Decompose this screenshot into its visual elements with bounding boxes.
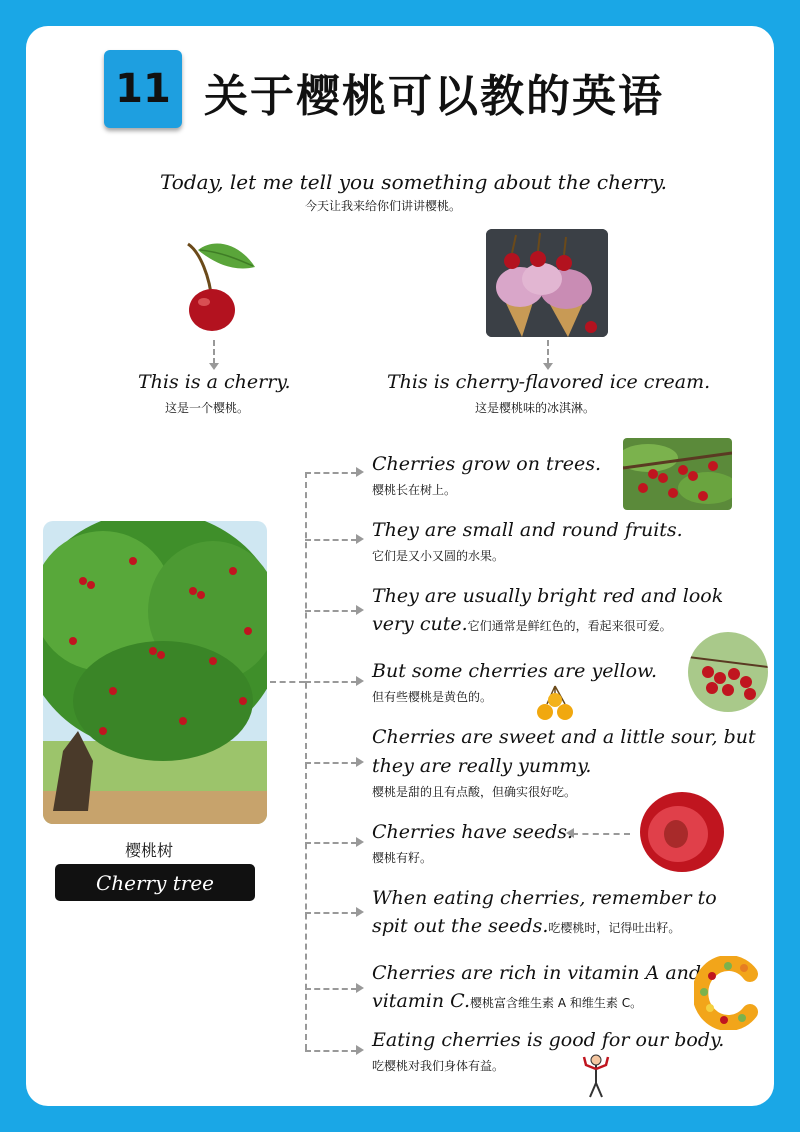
connector-line — [572, 833, 630, 835]
connector-line — [305, 842, 357, 844]
arrow-right-icon — [356, 467, 364, 477]
fact-7-english-line1: When eating cherries, remember to — [372, 887, 717, 909]
fact-8-english-line2 — [372, 990, 642, 1012]
connector-line — [305, 762, 357, 764]
arrow-down-icon — [209, 363, 219, 370]
yellow-cherries-image — [533, 684, 579, 724]
cherry-sentence-chinese: 这是一个樱桃。 — [165, 401, 250, 415]
lesson-number-badge: 11 — [104, 50, 182, 128]
fact-8-english-line1: Cherries are rich in vitamin A and — [372, 962, 702, 984]
arrow-down-icon — [543, 363, 553, 370]
connector-line — [305, 988, 357, 990]
connector-line — [305, 681, 357, 683]
connector-line — [213, 340, 215, 364]
arrow-right-icon — [356, 534, 364, 544]
connector-line — [305, 912, 357, 914]
fact-6-english: Cherries have seeds. — [372, 821, 574, 843]
fact-2-chinese: 它们是又小又圆的水果。 — [372, 549, 505, 563]
arrow-right-icon — [356, 757, 364, 767]
fact-9-chinese: 吃樱桃对我们身体有益。 — [372, 1059, 505, 1073]
fact-7-chinese: 吃樱桃时，记得吐出籽。 — [548, 921, 681, 935]
fact-3-english-line2-text: very cute. — [372, 613, 468, 635]
fact-5-chinese: 樱桃是甜的且有点酸，但确实很好吃。 — [372, 785, 577, 799]
cut-cherry-seed-image — [632, 786, 727, 878]
arrow-left-icon — [566, 828, 574, 838]
fact-1-english: Cherries grow on trees. — [372, 453, 601, 475]
connector-line — [305, 610, 357, 612]
arrow-right-icon — [356, 676, 364, 686]
icecream-sentence-english: This is cherry-flavored ice cream. — [387, 371, 711, 393]
cherry-image — [170, 232, 265, 337]
fact-4-english: But some cherries are yellow. — [372, 660, 658, 682]
connector-line — [305, 539, 357, 541]
cherries-on-tree-image — [623, 438, 732, 510]
intro-chinese: 今天让我来给你们讲讲樱桃。 — [305, 199, 462, 213]
icecream-sentence-chinese: 这是樱桃味的冰淇淋。 — [475, 401, 596, 415]
tree-label: Cherry tree — [55, 864, 255, 901]
connector-line — [270, 681, 305, 683]
fact-7-english-line2-text: spit out the seeds. — [372, 915, 549, 937]
fact-8-chinese: 樱桃富含维生素 A 和维生素 C。 — [470, 996, 643, 1010]
intro-english: Today, let me tell you something about the cherry. — [160, 170, 667, 194]
fact-4-chinese: 但有些樱桃是黄色的。 — [372, 690, 493, 704]
red-cherries-bunch-image — [688, 632, 768, 712]
fact-5-english-line1: Cherries are sweet and a little sour, but — [372, 726, 756, 748]
arrow-right-icon — [356, 983, 364, 993]
fact-8-english-line2-text: vitamin C. — [372, 990, 471, 1012]
strong-person-icon — [582, 1053, 610, 1099]
connector-line — [547, 340, 549, 364]
cherry-tree-image — [43, 521, 267, 824]
connector-line — [305, 472, 357, 474]
connector-line — [305, 472, 307, 1050]
cherry-sentence-english: This is a cherry. — [138, 371, 291, 393]
arrow-right-icon — [356, 907, 364, 917]
arrow-right-icon — [356, 837, 364, 847]
arrow-right-icon — [356, 1045, 364, 1055]
fact-2-english: They are small and round fruits. — [372, 519, 683, 541]
fact-6-chinese: 樱桃有籽。 — [372, 851, 433, 865]
fact-3-english-line1: They are usually bright red and look — [372, 585, 724, 607]
fact-1-chinese: 樱桃长在树上。 — [372, 483, 457, 497]
connector-line — [305, 1050, 357, 1052]
fact-3-chinese: 它们通常是鲜红色的，看起来很可爱。 — [467, 619, 672, 633]
ice-cream-image — [486, 229, 608, 337]
fact-5-english-line2: they are really yummy. — [372, 755, 592, 777]
fact-3-english-line2 — [372, 613, 672, 635]
fact-7-english-line2 — [372, 915, 680, 937]
vitamin-c-icon — [694, 956, 758, 1030]
tree-caption-chinese: 樱桃树 — [125, 841, 174, 860]
page-title: 关于樱桃可以教的英语 — [204, 71, 664, 122]
arrow-right-icon — [356, 605, 364, 615]
fact-9-english: Eating cherries is good for our body. — [372, 1029, 725, 1051]
